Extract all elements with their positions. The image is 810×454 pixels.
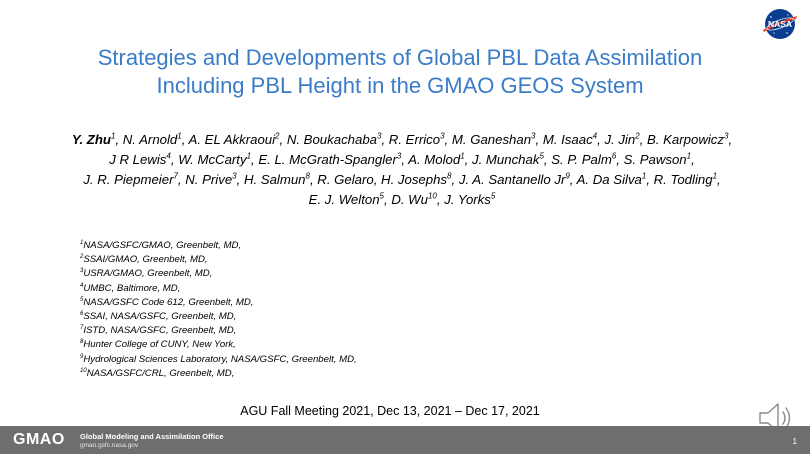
author-text: J. Yorks <box>444 192 491 207</box>
conference-info: AGU Fall Meeting 2021, Dec 13, 2021 – Dec 17, 2021 <box>240 404 540 418</box>
author-text: W. McCarty <box>178 152 247 167</box>
author-name <box>391 192 437 207</box>
author-name <box>408 152 465 167</box>
author-text: S. P. Palm <box>551 152 612 167</box>
affiliation-item <box>80 253 500 267</box>
affiliation-superscript: 2 <box>80 254 84 261</box>
office-url[interactable]: gmao.gsfc.nasa.gov <box>80 442 139 449</box>
affiliation-superscript: 7 <box>80 325 84 332</box>
author-name <box>472 152 544 167</box>
author-name <box>309 192 384 207</box>
author-superscript: 1 <box>177 131 182 141</box>
author-superscript: 5 <box>379 191 384 201</box>
author-text: B. Karpowicz <box>647 132 724 147</box>
affiliation-text: ISTD, NASA/GSFC, Greenbelt, MD, <box>83 325 237 337</box>
author-superscript: 1 <box>641 171 647 181</box>
author-superscript: 6 <box>611 151 617 161</box>
author-superscript: 3 <box>440 131 445 141</box>
affiliation-text: UMBC, Baltimore, MD, <box>83 282 181 294</box>
author-text: E. L. McGrath-Spangler <box>258 152 397 167</box>
author-text: N. Prive <box>185 172 233 187</box>
author-name <box>647 132 728 147</box>
gmao-logo: GMAO <box>13 431 65 448</box>
author-superscript: 3 <box>396 151 402 161</box>
affiliation-item <box>80 239 500 253</box>
author-text: A. EL Akkraoui <box>188 132 276 147</box>
affiliation-item <box>80 282 500 296</box>
affiliation-text: NASA/GSFC/CRL, Greenbelt, MD, <box>86 367 235 379</box>
author-text: A. Molod <box>408 152 461 167</box>
nasa-logo-text: NASA <box>767 19 793 29</box>
author-text: R. Gelaro, H. Josephs <box>317 172 448 187</box>
affiliation-text: Hydrological Sciences Laboratory, NASA/GSFC, Greenbelt, MD, <box>83 353 357 365</box>
nasa-logo-icon <box>760 6 800 42</box>
author-name <box>258 152 401 167</box>
author-name <box>287 132 382 147</box>
author-text: R. Todling <box>653 172 713 187</box>
page-number: 1 <box>792 437 797 446</box>
author-superscript: 9 <box>565 171 570 181</box>
author-text: N. Boukachaba <box>286 132 378 147</box>
author-name <box>624 152 692 167</box>
affiliation-item <box>80 353 500 367</box>
author-text: J. Munchak <box>472 152 540 167</box>
author-text: N. Arnold <box>122 132 178 147</box>
footer-bar <box>0 426 810 454</box>
affiliation-text: NASA/GSFC Code 612, Greenbelt, MD, <box>83 296 254 308</box>
author-name <box>452 132 536 147</box>
author-text: Y. Zhu <box>71 132 111 147</box>
author-text: J. R. Piepmeier <box>83 172 174 187</box>
author-name <box>109 152 171 167</box>
author-superscript: 1 <box>712 171 718 181</box>
author-name <box>551 152 616 167</box>
title-line-1: Strategies and Developments of Global PBL Data Assimilation <box>97 45 703 70</box>
author-superscript: 5 <box>490 191 496 201</box>
author-name <box>543 132 597 147</box>
author-superscript: 3 <box>531 131 536 141</box>
author-superscript: 1 <box>686 151 692 161</box>
author-text: D. Wu <box>391 192 428 207</box>
author-superscript: 3 <box>232 171 237 181</box>
author-name <box>389 132 445 147</box>
affiliation-item <box>80 310 500 324</box>
author-superscript: 2 <box>635 131 640 141</box>
author-text: E. J. Welton <box>308 192 380 207</box>
author-text: M. Isaac <box>542 132 593 147</box>
affiliation-text: USRA/GMAO, Greenbelt, MD, <box>83 268 213 280</box>
author-superscript: 8 <box>305 171 310 181</box>
affiliation-text: SSAI, NASA/GSFC, Greenbelt, MD, <box>83 311 237 323</box>
author-name <box>444 192 495 207</box>
title-line-2: Including PBL Height in the GMAO GEOS System <box>156 73 644 98</box>
author-superscript: 3 <box>377 131 382 141</box>
author-name <box>317 172 451 187</box>
author-superscript: 1 <box>246 151 252 161</box>
author-text: A. Da Silva <box>576 172 642 187</box>
slide-title <box>40 44 760 100</box>
author-text: S. Pawson <box>623 152 687 167</box>
affiliation-list <box>80 239 500 381</box>
affiliation-item <box>80 367 500 381</box>
author-name <box>577 172 647 187</box>
author-superscript: 1 <box>110 131 116 141</box>
affiliation-superscript: 5 <box>80 296 84 303</box>
affiliation-text: NASA/GSFC/GMAO, Greenbelt, MD, <box>83 240 242 251</box>
affiliation-superscript: 6 <box>80 310 84 317</box>
affiliation-superscript: 8 <box>80 339 84 346</box>
author-text: R. Errico <box>388 132 441 147</box>
author-superscript: 1 <box>460 151 465 161</box>
author-name <box>604 132 639 147</box>
author-text: J R Lewis <box>109 152 167 167</box>
affiliation-superscript: 10 <box>80 367 87 374</box>
author-superscript: 2 <box>275 131 280 141</box>
author-name <box>654 172 717 187</box>
author-text: M. Ganeshan <box>451 132 532 147</box>
author-name <box>83 172 178 187</box>
author-name <box>123 132 182 147</box>
author-superscript: 7 <box>173 171 178 181</box>
affiliation-item <box>80 324 500 338</box>
author-superscript: 4 <box>592 131 598 141</box>
author-name <box>72 132 116 147</box>
affiliation-superscript: 1 <box>80 239 84 246</box>
author-superscript: 5 <box>539 151 544 161</box>
affiliation-superscript: 9 <box>80 353 84 360</box>
affiliation-superscript: 3 <box>80 268 84 275</box>
author-list: Y. Zhu$^1$, N. Arnold$^1$, A. EL Akkraoui$^2$, N. Boukachaba$^3$, R. Errico$^3$, M. Ganeshan$^3$, M. Isaac$^4$, J. Jin$^2$, B. Karpowicz$^3$, J R Lewis$^4$, W. McCarty$^1$, E. L. McGrath-Spangler$^3$, A. Molod$^1$, J. Munchak$^5$, S. P. Palm$^6$, S. Pawson$^1$, J. R. Piepmeier$^7$, N. Prive$^3$, H. Salmun$^8$, R. Gelaro, H. Josephs$^8$, J. A. Santanello Jr$^9$, A. Da Silva$^1$, R. Todling$^1$, E. J. Welton$^5$, D. Wu$^{10}$, J. Yorks$^5$ <box>71 131 733 207</box>
author-superscript: 10 <box>427 191 437 201</box>
affiliation-item <box>80 267 500 281</box>
author-text: H. Salmun <box>243 172 306 187</box>
author-name <box>178 152 251 167</box>
affiliation-superscript: 4 <box>80 282 84 289</box>
author-name <box>189 132 280 147</box>
author-name <box>185 172 236 187</box>
office-name: Global Modeling and Assimilation Office <box>80 432 224 441</box>
author-text: J. A. Santanello Jr <box>458 172 566 187</box>
author-superscript: 3 <box>723 131 729 141</box>
author-superscript: 4 <box>166 151 171 161</box>
author-name <box>459 172 570 187</box>
affiliation-item <box>80 338 500 352</box>
author-text: J. Jin <box>604 132 636 147</box>
affiliation-text: SSAI/GMAO, Greenbelt, MD, <box>83 254 208 266</box>
author-superscript: 8 <box>447 171 452 181</box>
affiliation-item <box>80 296 500 310</box>
affiliation-text: Hunter College of CUNY, New York, <box>83 339 236 351</box>
author-name <box>244 172 310 187</box>
